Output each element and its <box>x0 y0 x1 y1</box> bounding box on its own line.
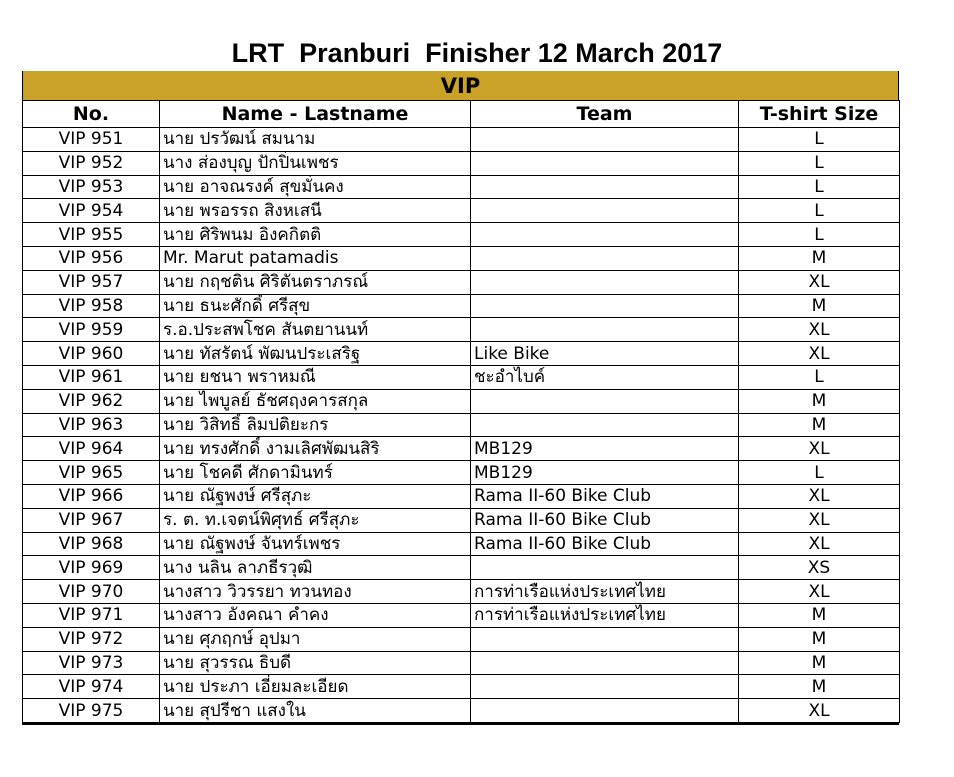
row-team <box>471 128 739 152</box>
row-name: ร.อ.ประสพโชค สันตยานนท์ <box>160 318 471 342</box>
column-header-size: T-shirt Size <box>739 101 900 128</box>
row-tshirt-size: XL <box>739 532 900 556</box>
finisher-sheet <box>22 71 899 725</box>
row-team <box>471 413 739 437</box>
row-number: VIP 969 <box>23 556 160 580</box>
row-number: VIP 965 <box>23 461 160 485</box>
row-name: นาย พรอรรถ สิงหเสนี <box>160 199 471 223</box>
row-name: นาย ศิริพนม อิงคกิตติ <box>160 223 471 247</box>
row-team: Rama II-60 Bike Club <box>471 484 739 508</box>
row-number: VIP 959 <box>23 318 160 342</box>
table-row <box>23 318 900 342</box>
table-row <box>23 294 900 318</box>
table-header-row <box>23 101 900 128</box>
row-number: VIP 955 <box>23 223 160 247</box>
row-number: VIP 953 <box>23 175 160 199</box>
row-number: VIP 974 <box>23 675 160 699</box>
row-tshirt-size: XL <box>739 318 900 342</box>
row-tshirt-size: L <box>739 151 900 175</box>
row-number: VIP 958 <box>23 294 160 318</box>
row-number: VIP 962 <box>23 389 160 413</box>
row-number: VIP 956 <box>23 246 160 270</box>
row-team: ชะอำไบค์ <box>471 365 739 389</box>
row-name: นาย ประภา เอี่ยมละเอียด <box>160 675 471 699</box>
row-tshirt-size: L <box>739 223 900 247</box>
row-tshirt-size: L <box>739 175 900 199</box>
row-name: นาง ส่องบุญ ปักปิ่นเพชร <box>160 151 471 175</box>
row-team: Rama II-60 Bike Club <box>471 508 739 532</box>
table-row <box>23 223 900 247</box>
table-row <box>23 484 900 508</box>
table-row <box>23 508 900 532</box>
row-number: VIP 966 <box>23 484 160 508</box>
table-row <box>23 199 900 223</box>
row-team <box>471 294 739 318</box>
row-name: นาย ณัฐพงษ์ ศรีสุภะ <box>160 484 471 508</box>
row-tshirt-size: M <box>739 389 900 413</box>
table-row <box>23 246 900 270</box>
table-row <box>23 675 900 699</box>
row-name: นาย ณัฐพงษ์ จันทร์เพชร <box>160 532 471 556</box>
table-row <box>23 389 900 413</box>
row-team <box>471 389 739 413</box>
row-tshirt-size: M <box>739 651 900 675</box>
row-team: Like Bike <box>471 342 739 366</box>
row-tshirt-size: L <box>739 461 900 485</box>
table-row <box>23 699 900 723</box>
table-row <box>23 651 900 675</box>
row-number: VIP 972 <box>23 627 160 651</box>
row-team <box>471 199 739 223</box>
table-row <box>23 342 900 366</box>
row-name: นาย วิสิทธิ์ ลิมปติยะกร <box>160 413 471 437</box>
row-name: นาย อาจณรงค์ สุขมั่นคง <box>160 175 471 199</box>
row-tshirt-size: M <box>739 246 900 270</box>
row-tshirt-size: M <box>739 294 900 318</box>
row-number: VIP 952 <box>23 151 160 175</box>
row-tshirt-size: XL <box>739 342 900 366</box>
row-number: VIP 964 <box>23 437 160 461</box>
row-team <box>471 627 739 651</box>
row-name: นาย ทัสรัตน์ พัฒนประเสริฐ <box>160 342 471 366</box>
row-name: นาย ไพบูลย์ ธัชศฤงคารสกุล <box>160 389 471 413</box>
table-row <box>23 128 900 152</box>
row-tshirt-size: XL <box>739 437 900 461</box>
row-tshirt-size: XL <box>739 699 900 723</box>
section-band: VIP <box>22 71 899 100</box>
table-body <box>23 128 900 723</box>
row-tshirt-size: M <box>739 603 900 627</box>
row-team <box>471 675 739 699</box>
row-name: ร. ต. ท.เจตน์พิศุทธ์ ศรีสุภะ <box>160 508 471 532</box>
row-name: Mr. Marut patamadis <box>160 246 471 270</box>
row-team: การท่าเรือแห่งประเทศไทย <box>471 603 739 627</box>
page-title: LRT Pranburi Finisher 12 March 2017 <box>231 38 723 68</box>
row-tshirt-size: M <box>739 675 900 699</box>
row-team <box>471 223 739 247</box>
row-tshirt-size: XL <box>739 484 900 508</box>
row-name: นาย สุวรรณ ธิบดี <box>160 651 471 675</box>
table-row <box>23 413 900 437</box>
row-name: นาย สุปรีชา แสงใน <box>160 699 471 723</box>
row-team: MB129 <box>471 437 739 461</box>
row-number: VIP 951 <box>23 128 160 152</box>
row-number: VIP 971 <box>23 603 160 627</box>
table-row <box>23 532 900 556</box>
row-number: VIP 975 <box>23 699 160 723</box>
row-tshirt-size: XL <box>739 270 900 294</box>
row-tshirt-size: M <box>739 627 900 651</box>
column-header-team: Team <box>471 101 739 128</box>
row-tshirt-size: XS <box>739 556 900 580</box>
row-name: นางสาว วิวรรยา ทวนทอง <box>160 580 471 604</box>
row-number: VIP 963 <box>23 413 160 437</box>
row-team: MB129 <box>471 461 739 485</box>
table-row <box>23 151 900 175</box>
table-row <box>23 556 900 580</box>
row-team <box>471 651 739 675</box>
row-team <box>471 246 739 270</box>
table-row <box>23 461 900 485</box>
row-number: VIP 970 <box>23 580 160 604</box>
row-name: นาย ยชนา พราหมณี <box>160 365 471 389</box>
finisher-table <box>22 100 900 723</box>
table-row <box>23 270 900 294</box>
row-team: Rama II-60 Bike Club <box>471 532 739 556</box>
row-team <box>471 556 739 580</box>
row-team <box>471 699 739 723</box>
row-name: นาย ปรวัฒน์ สมนาม <box>160 128 471 152</box>
row-name: นาย กฤชติน ศิริตันตราภรณ์ <box>160 270 471 294</box>
row-tshirt-size: XL <box>739 580 900 604</box>
row-team <box>471 270 739 294</box>
row-number: VIP 954 <box>23 199 160 223</box>
row-name: นาย ธนะศักดิ์ ศรีสุข <box>160 294 471 318</box>
row-name: นางสาว อังคณา คำคง <box>160 603 471 627</box>
row-team <box>471 151 739 175</box>
row-tshirt-size: M <box>739 413 900 437</box>
table-row <box>23 580 900 604</box>
table-row <box>23 437 900 461</box>
column-header-name: Name - Lastname <box>160 101 471 128</box>
row-number: VIP 967 <box>23 508 160 532</box>
row-number: VIP 961 <box>23 365 160 389</box>
table-row <box>23 627 900 651</box>
row-tshirt-size: L <box>739 199 900 223</box>
row-team <box>471 318 739 342</box>
row-tshirt-size: XL <box>739 508 900 532</box>
row-tshirt-size: L <box>739 365 900 389</box>
row-name: นาย ศุภฤกษ์ อุปมา <box>160 627 471 651</box>
row-tshirt-size: L <box>739 128 900 152</box>
table-row <box>23 603 900 627</box>
column-header-no: No. <box>23 101 160 128</box>
table-row <box>23 365 900 389</box>
table-row <box>23 175 900 199</box>
row-number: VIP 960 <box>23 342 160 366</box>
row-team: การท่าเรือแห่งประเทศไทย <box>471 580 739 604</box>
row-number: VIP 973 <box>23 651 160 675</box>
row-team <box>471 175 739 199</box>
row-name: นาง นลิน ลาภธีรวุฒิ <box>160 556 471 580</box>
row-number: VIP 968 <box>23 532 160 556</box>
row-name: นาย ทรงศักดิ์ งามเลิศพัฒนสิริ <box>160 437 471 461</box>
row-name: นาย โชคดี ศักดามินทร์ <box>160 461 471 485</box>
row-number: VIP 957 <box>23 270 160 294</box>
